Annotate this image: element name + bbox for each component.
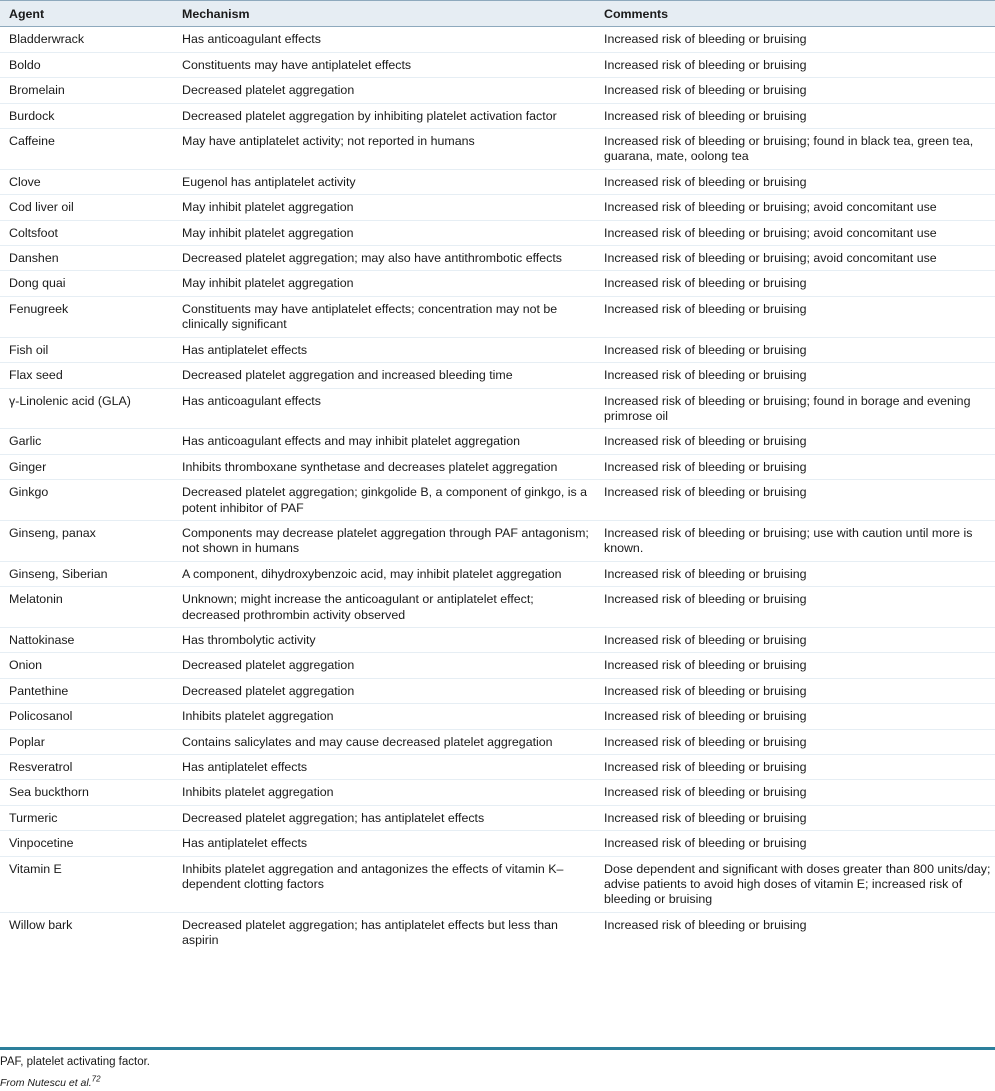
agent-cell: Nattokinase [9,632,75,647]
table-row [0,429,995,454]
agent-cell: Ginseng, Siberian [9,566,108,581]
agent-cell: Ginger [9,459,47,474]
mechanism-cell: Has anticoagulant effects and may inhibit platelet aggregation [182,434,520,449]
footnote: PAF, platelet activating factor. [0,1056,151,1068]
mechanism-cell: Decreased platelet aggregation [182,658,355,673]
agent-cell: Turmeric [9,810,58,825]
table-row [0,27,995,52]
comments-cell: Increased risk of bleeding or bruising [604,342,807,357]
mechanism-cell: Inhibits thromboxane synthetase and decreases platelet aggregation [182,459,558,474]
comments-cell: Increased risk of bleeding or bruising; found in black tea, green tea, guarana, mate, oolong tea [604,134,974,164]
comments-cell: Increased risk of bleeding or bruising; found in borage and evening primrose oil [604,393,971,423]
mechanism-cell: Decreased platelet aggregation; may also have antithrombotic effects [182,251,562,266]
comments-cell: Increased risk of bleeding or bruising [604,459,807,474]
comments-cell: Increased risk of bleeding or bruising [604,434,807,449]
mechanism-cell: Constituents may have antiplatelet effects; concentration may not be clinically significant [182,301,558,332]
table-row [0,627,995,652]
agent-cell: Resveratrol [9,760,73,774]
source-text: From Nutescu et al. [0,1077,92,1089]
agent-cell: Flax seed [9,368,63,383]
comments-cell: Increased risk of bleeding or bruising [604,83,807,98]
table-row [0,912,995,952]
table-row [0,780,995,805]
header-mechanism: Mechanism [173,1,595,27]
mechanism-cell: Decreased platelet aggregation by inhibiting platelet activation factor [182,108,557,123]
header-comments: Comments [595,1,995,27]
comments-cell: Increased risk of bleeding or bruising [604,658,807,673]
agent-cell: Boldo [9,57,41,72]
table-row [0,337,995,362]
header-agent: Agent [0,1,173,27]
mechanism-cell: Has antiplatelet effects [182,342,308,357]
table-row [0,388,995,429]
comments-cell: Dose dependent and significant with doses greater than 800 units/day; advise patients to avoid high doses of vitamin E; increased risk of bleeding or bruising [604,861,991,907]
agent-cell: Willow bark [9,917,73,932]
table-header-row [0,1,995,27]
mechanism-cell: May have antiplatelet activity; not reported in humans [182,134,475,149]
agent-cell: Fenugreek [9,301,69,316]
mechanism-cell: Has anticoagulant effects [182,32,321,47]
table-row [0,729,995,754]
mechanism-cell: Has thrombolytic activity [182,632,316,647]
agent-cell: Caffeine [9,134,55,149]
agent-cell: Ginseng, panax [9,525,96,540]
table-bottom-rule [0,1047,995,1050]
comments-cell: Increased risk of bleeding or bruising [604,57,807,72]
comments-cell: Increased risk of bleeding or bruising [604,566,807,581]
comments-cell: Increased risk of bleeding or bruising; use with caution until more is known. [604,525,973,556]
agent-cell: Cod liver oil [9,200,74,215]
agent-cell: Coltsfoot [9,225,58,240]
table-row [0,480,995,521]
table-row [0,363,995,388]
comments-cell: Increased risk of bleeding or bruising; avoid concomitant use [604,225,937,240]
agent-cell: Poplar [9,734,45,749]
mechanism-cell: Inhibits platelet aggregation and antagonizes the effects of vitamin K–dependent clotting factors [182,861,564,892]
mechanism-cell: Decreased platelet aggregation [182,683,355,698]
agent-cell: Danshen [9,251,59,266]
mechanism-cell: Decreased platelet aggregation; has antiplatelet effects but less than aspirin [182,917,558,948]
table-row [0,296,995,337]
comments-cell: Increased risk of bleeding or bruising; avoid concomitant use [604,200,937,215]
table-row [0,587,995,628]
agent-cell: Sea buckthorn [9,785,89,800]
mechanism-cell: Contains salicylates and may cause decreased platelet aggregation [182,734,553,749]
mechanism-cell: Decreased platelet aggregation [182,83,355,98]
table-row [0,246,995,271]
agent-cell: Onion [9,658,43,673]
agent-cell: Pantethine [9,683,69,698]
agent-cell: γ-Linolenic acid (GLA) [9,393,131,408]
table-row [0,271,995,296]
comments-cell: Increased risk of bleeding or bruising [604,592,807,607]
comments-cell: Increased risk of bleeding or bruising [604,301,807,316]
table-row [0,805,995,830]
mechanism-cell: Has antiplatelet effects [182,760,308,774]
agent-cell: Bromelain [9,83,65,98]
agent-cell: Vinpocetine [9,836,74,851]
table-row [0,561,995,586]
table-row [0,856,995,912]
comments-cell: Increased risk of bleeding or bruising [604,174,807,189]
comments-cell: Increased risk of bleeding or bruising [604,709,807,724]
table-row [0,520,995,561]
comments-cell: Increased risk of bleeding or bruising [604,32,807,47]
table-row [0,704,995,729]
mechanism-cell: May inhibit platelet aggregation [182,200,354,215]
mechanism-cell: Has anticoagulant effects [182,393,321,408]
table-row [0,678,995,703]
mechanism-cell: Inhibits platelet aggregation [182,709,334,724]
comments-cell: Increased risk of bleeding or bruising [604,734,807,749]
comments-cell: Increased risk of bleeding or bruising [604,683,807,698]
mechanism-cell: Constituents may have antiplatelet effects [182,57,412,72]
mechanism-cell: Decreased platelet aggregation; ginkgolide B, a component of ginkgo, is a potent inhibitor of PAF [182,485,588,515]
table-row [0,78,995,103]
agent-cell: Garlic [9,434,42,449]
comments-cell: Increased risk of bleeding or bruising [604,785,807,800]
mechanism-cell: May inhibit platelet aggregation [182,276,354,291]
mechanism-cell: Eugenol has antiplatelet activity [182,174,356,189]
table-row [0,653,995,678]
mechanism-cell: Decreased platelet aggregation; has antiplatelet effects [182,810,485,825]
table-body [0,27,995,953]
table-row [0,454,995,479]
comments-cell: Increased risk of bleeding or bruising; avoid concomitant use [604,251,937,266]
agent-cell: Policosanol [9,709,73,724]
comments-cell: Increased risk of bleeding or bruising [604,108,807,123]
comments-cell: Increased risk of bleeding or bruising [604,917,807,932]
agent-cell: Fish oil [9,342,49,357]
agent-cell: Melatonin [9,592,63,607]
comments-cell: Increased risk of bleeding or bruising [604,276,807,291]
comments-cell: Increased risk of bleeding or bruising [604,760,807,774]
table-row [0,52,995,77]
mechanism-cell: Has antiplatelet effects [182,836,308,851]
mechanism-cell: May inhibit platelet aggregation [182,225,354,240]
agent-cell: Clove [9,174,41,189]
mechanism-cell: Unknown; might increase the anticoagulant or antiplatelet effect; decreased prothrombin activity observed [182,592,534,622]
table-row [0,831,995,856]
table-row [0,755,995,780]
table-row [0,129,995,170]
source-citation [0,1076,101,1090]
comments-cell: Increased risk of bleeding or bruising [604,810,807,825]
mechanism-cell: Inhibits platelet aggregation [182,785,334,800]
table-row [0,220,995,245]
comments-cell: Increased risk of bleeding or bruising [604,485,807,500]
comments-cell: Increased risk of bleeding or bruising [604,368,807,383]
agent-cell: Ginkgo [9,485,49,500]
comments-cell: Increased risk of bleeding or bruising [604,632,807,647]
table-row [0,169,995,194]
source-ref: 72 [91,1074,101,1084]
agent-cell: Bladderwrack [9,32,85,47]
agent-cell: Dong quai [9,276,66,291]
agent-cell: Vitamin E [9,861,62,876]
mechanism-cell: Components may decrease platelet aggregation through PAF antagonism; not shown in humans [182,525,589,556]
mechanism-cell: A component, dihydroxybenzoic acid, may inhibit platelet aggregation [182,566,562,581]
table-row [0,103,995,128]
mechanism-cell: Decreased platelet aggregation and increased bleeding time [182,368,513,383]
agent-cell: Burdock [9,108,55,123]
comments-cell: Increased risk of bleeding or bruising [604,836,807,851]
table-row [0,195,995,220]
